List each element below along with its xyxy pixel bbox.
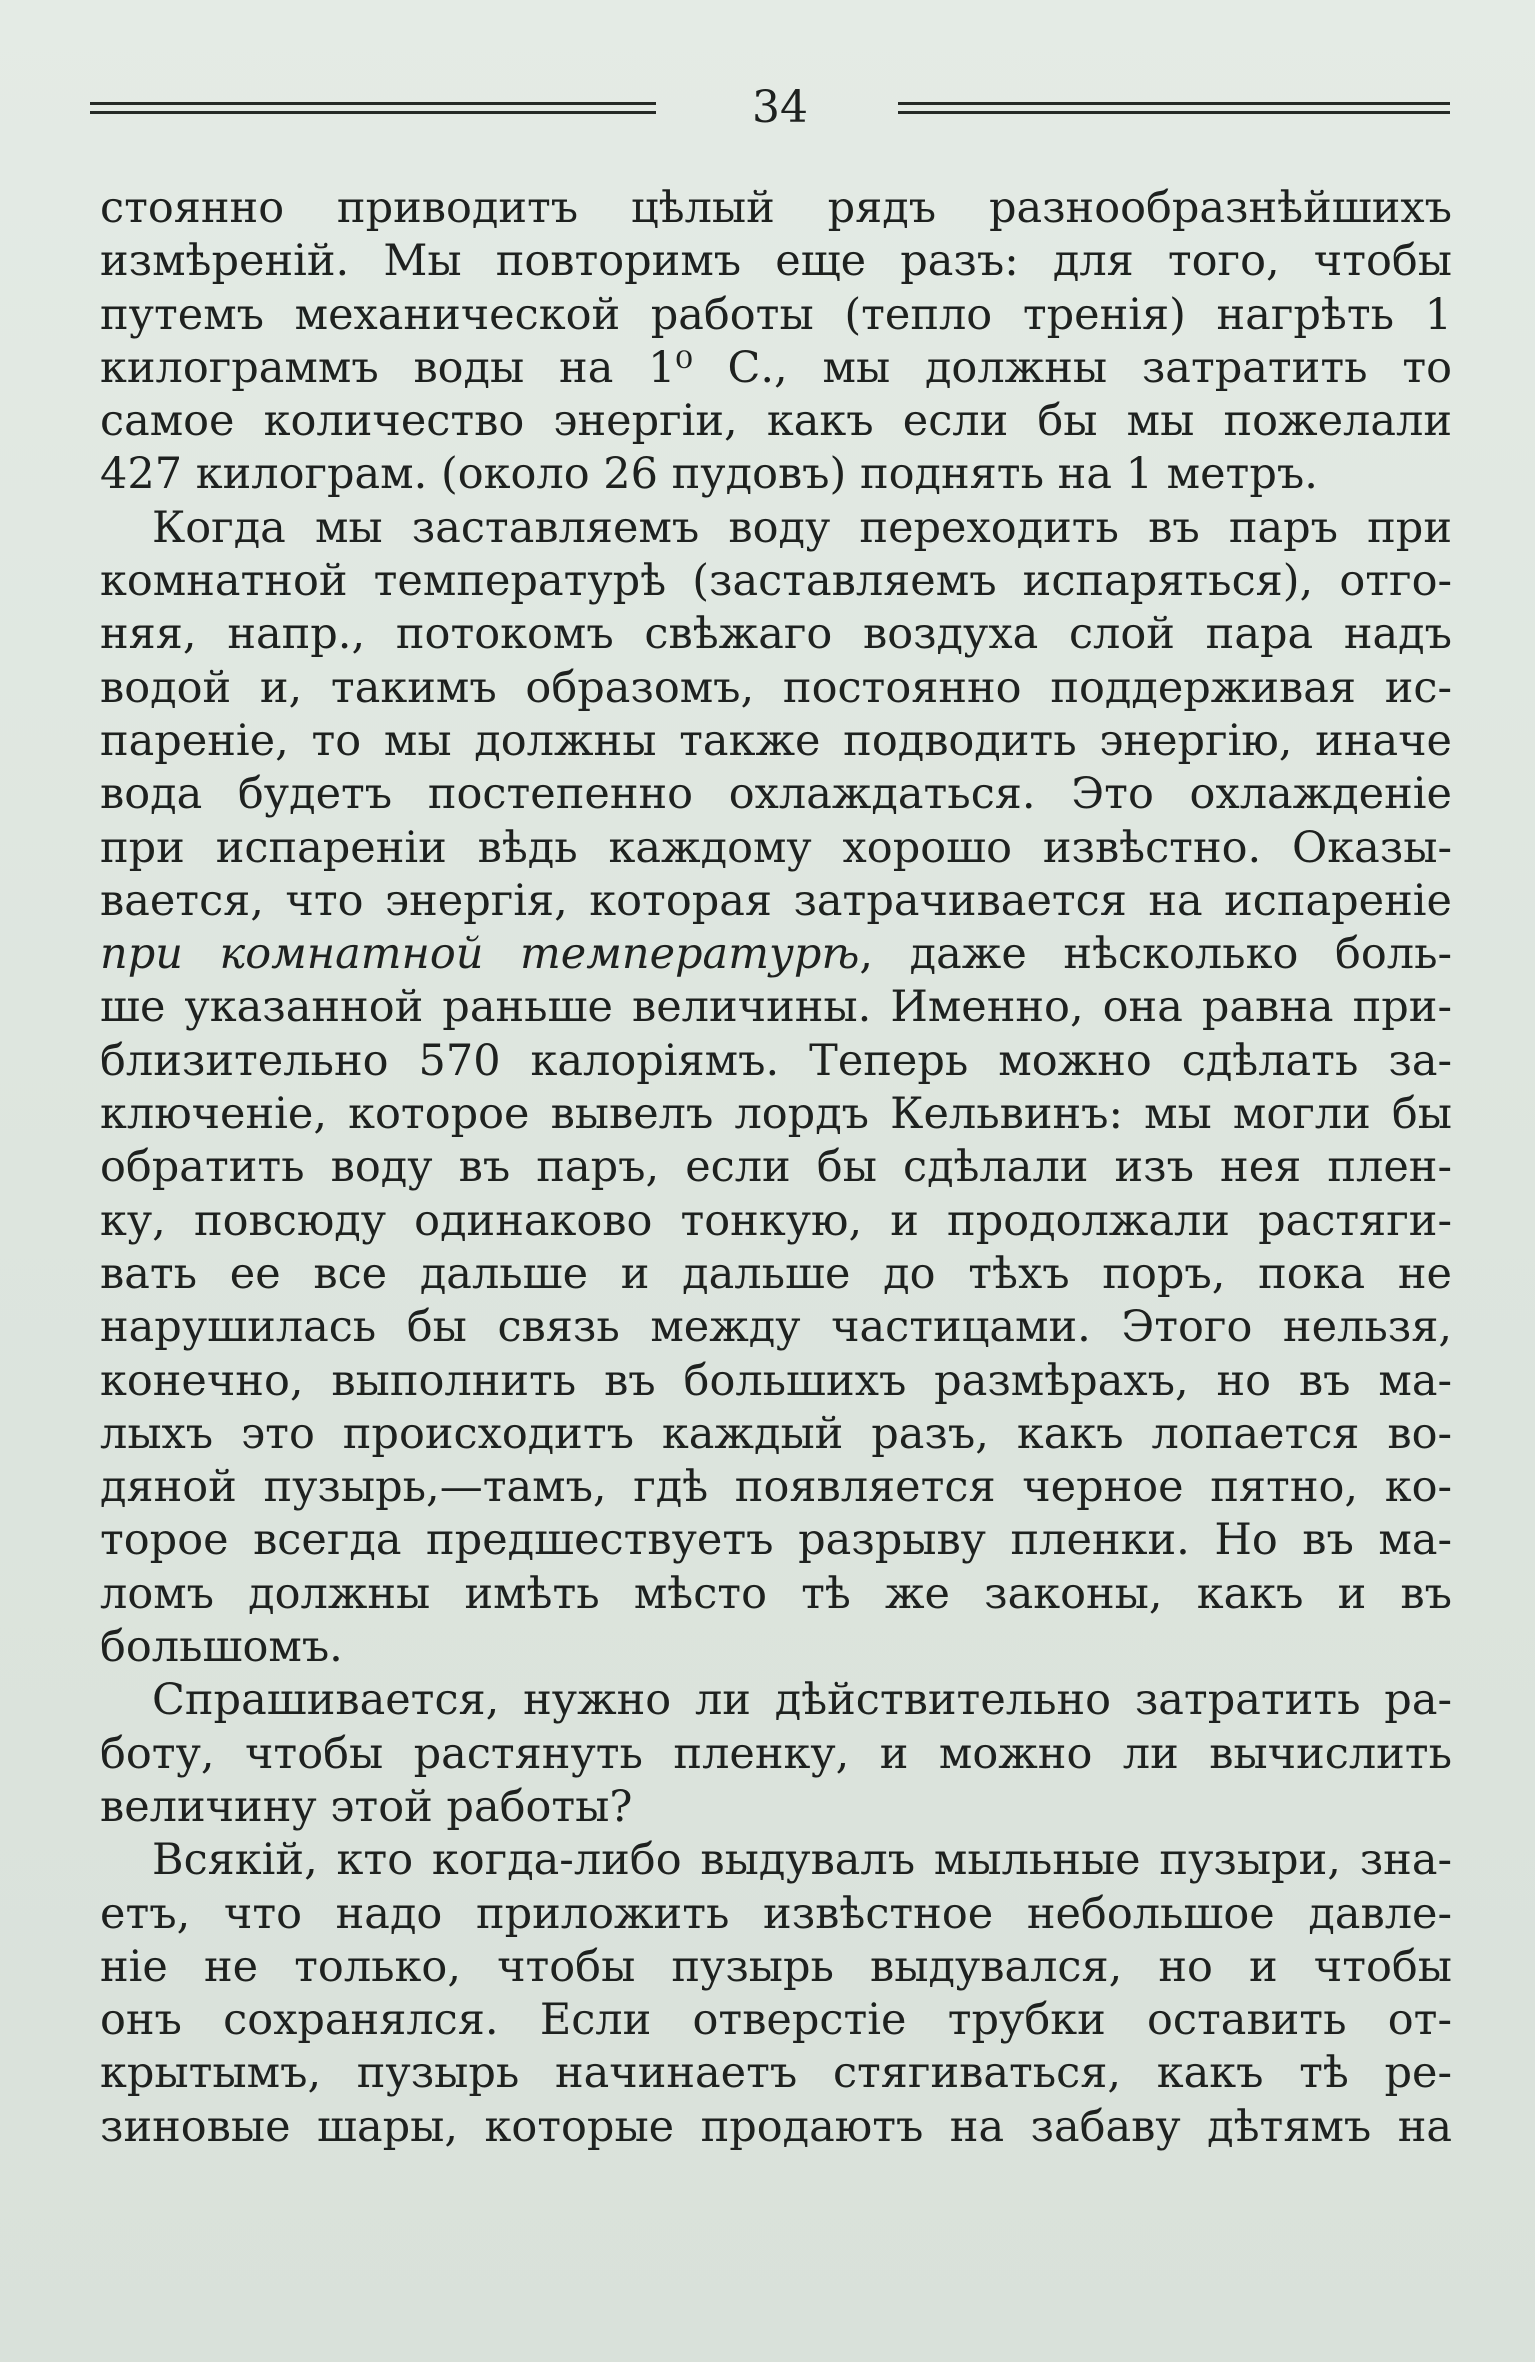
text-line: нарушилась бы связь между частицами. Этого нельзя,: [100, 1302, 1452, 1353]
text-line: етъ, что надо приложить извѣстное небольшое давле-: [100, 1888, 1452, 1939]
text-line: [100, 928, 1452, 981]
text-line: ку, повсюду одинаково тонкую, и продолжали растяги-: [100, 1195, 1452, 1246]
text-line: ломъ должны имѣть мѣсто тѣ же законы, какъ и въ: [100, 1568, 1452, 1619]
text-line: измѣреній. Мы повторимъ еще разъ: для того, чтобы: [100, 236, 1452, 287]
text-line: Спрашивается, нужно ли дѣйствительно затратить ра-: [152, 1675, 1452, 1726]
text-line: путемъ механической работы (тепло тренія) нагрѣть 1: [100, 289, 1452, 340]
text-line: торое всегда предшествуетъ разрыву пленки. Но въ ма-: [100, 1515, 1452, 1566]
text-line: близительно 570 калоріямъ. Теперь можно сдѣлать за-: [100, 1035, 1452, 1086]
italic-phrase: при комнатной температурѣ: [100, 929, 860, 980]
text-line: ключеніе, которое вывелъ лордъ Кельвинъ: мы могли бы: [100, 1089, 1452, 1140]
header-rule-right: [898, 102, 1450, 114]
body-text: [100, 182, 1452, 2154]
text-line: пареніе, то мы должны также подводить энергію, иначе: [100, 715, 1452, 766]
text-line: при испареніи вѣдь каждому хорошо извѣстно. Оказы-: [100, 822, 1452, 873]
page-header: [90, 78, 1450, 138]
text-line: боту, чтобы растянуть пленку, и можно ли вычислить: [100, 1728, 1452, 1779]
text-line: зиновые шары, которые продаютъ на забаву дѣтямъ на: [100, 2101, 1452, 2152]
text-line: 427 килограм. (около 26 пудовъ) поднять на 1 метръ.: [100, 449, 1318, 500]
text-line: конечно, выполнить въ большихъ размѣрахъ, но въ ма-: [100, 1355, 1452, 1406]
text-line: вода будетъ постепенно охлаждаться. Это охлажденіе: [100, 769, 1452, 820]
text-line: ше указанной раньше величины. Именно, она равна при-: [100, 982, 1452, 1033]
text-line: Когда мы заставляемъ воду переходить въ паръ при: [152, 502, 1452, 553]
header-rule-left: [90, 102, 656, 114]
text-line: комнатной температурѣ (заставляемъ испаряться), отго-: [100, 556, 1452, 607]
text-line: онъ сохранялся. Если отверстіе трубки оставить от-: [100, 1995, 1452, 2046]
text-line: няя, напр., потокомъ свѣжаго воздуха слой пара надъ: [100, 609, 1452, 660]
text-line: крытымъ, пузырь начинаетъ стягиваться, какъ тѣ ре-: [100, 2048, 1452, 2099]
text-line: ніе не только, чтобы пузырь выдувался, но и чтобы: [100, 1941, 1452, 1992]
page-number: 34: [752, 82, 808, 133]
text-line: вать ее все дальше и дальше до тѣхъ поръ, пока не: [100, 1248, 1452, 1299]
text-line: водой и, такимъ образомъ, постоянно поддерживая ис-: [100, 662, 1452, 713]
text-line: самое количество энергіи, какъ если бы мы пожелали: [100, 396, 1452, 447]
text-line: вается, что энергія, которая затрачивается на испареніе: [100, 875, 1452, 926]
text-line: стоянно приводитъ цѣлый рядъ разнообразнѣйшихъ: [100, 183, 1452, 233]
text-line: обратить воду въ паръ, если бы сдѣлали изъ нея плен-: [100, 1142, 1452, 1193]
text-line: лыхъ это происходитъ каждый разъ, какъ лопается во-: [100, 1408, 1452, 1459]
text-line: дяной пузырь,—тамъ, гдѣ появляется черное пятно, ко-: [100, 1462, 1452, 1513]
text-line: Всякій, кто когда-либо выдувалъ мыльные пузыри, зна-: [152, 1835, 1452, 1886]
text-line: величину этой работы?: [100, 1781, 633, 1832]
text-line: большомъ.: [100, 1622, 343, 1673]
text-line: килограммъ воды на 1⁰ С., мы должны затратить то: [100, 342, 1452, 393]
line-text: , даже нѣсколько боль-: [859, 929, 1453, 980]
